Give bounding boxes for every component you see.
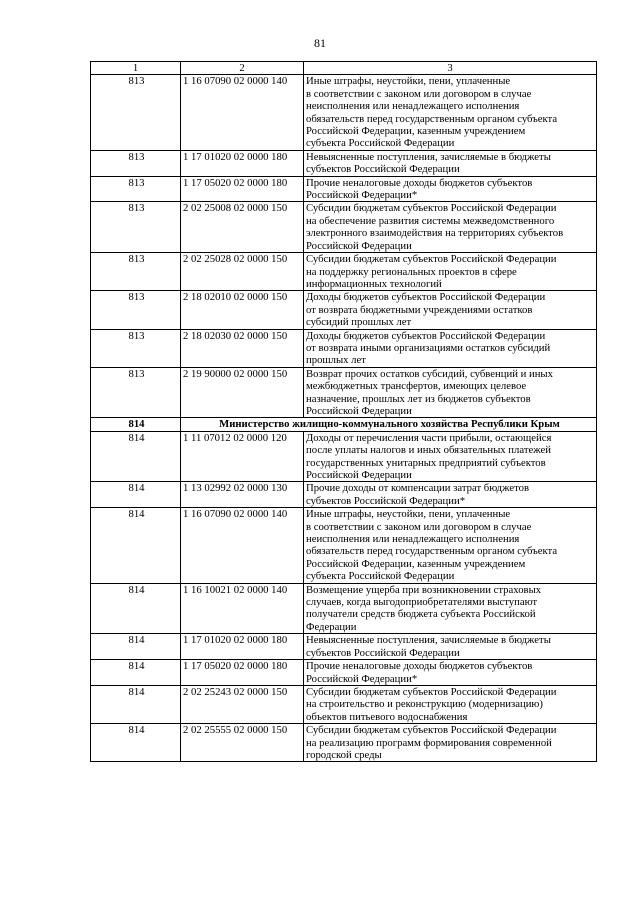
- description-line: Субсидии бюджетам субъектов Российской Федерации: [306, 685, 557, 698]
- table-row: [91, 150, 597, 176]
- description-line: Федерации: [306, 620, 357, 633]
- admin-code-cell: 814: [91, 482, 181, 508]
- revenue-code-cell: 1 16 10021 02 0000 140: [181, 583, 304, 634]
- ministry-heading-row: [91, 418, 597, 431]
- description-line: Российской Федерации: [306, 469, 412, 481]
- description-cell: [304, 508, 597, 583]
- admin-code-cell: 814: [91, 634, 181, 660]
- description-line: Субсидии бюджетам субъектов Российской Федерации: [306, 202, 557, 215]
- description-line: объектов питьевого водоснабжения: [306, 710, 468, 723]
- table-row: [91, 724, 597, 762]
- description-line: на реализацию программ формирования современной: [306, 736, 552, 749]
- description-line: в соответствии с законом или договором в случае: [306, 520, 532, 533]
- revenue-code-cell: 2 02 25555 02 0000 150: [181, 724, 304, 762]
- revenue-code-cell: 1 17 01020 02 0000 180: [181, 150, 304, 176]
- description-cell: [304, 150, 597, 176]
- description-line: обязательств перед государственным органом субъекта: [306, 112, 558, 125]
- description-line: неисполнения или ненадлежащего исполнения: [306, 533, 520, 546]
- description-cell: [304, 634, 597, 660]
- revenue-code-cell: 1 17 05020 02 0000 180: [181, 660, 304, 686]
- description-line: прошлых лет: [306, 354, 366, 367]
- description-line: Возмещение ущерба при возникновении страховых: [306, 583, 542, 596]
- description-line: Российской Федерации: [306, 404, 412, 417]
- admin-code-cell: 813: [91, 176, 181, 202]
- description-line: Иные штрафы, неустойки, пени, уплаченные: [306, 75, 511, 88]
- description-line: Прочие неналоговые доходы бюджетов субъектов: [306, 660, 533, 673]
- ministry-admin-code: 814: [91, 418, 181, 431]
- description-line: на строительство и реконструкцию (модернизацию): [306, 698, 543, 711]
- description-line: от возврата иными организациями остатков субсидий: [306, 341, 551, 354]
- description-line: Иные штрафы, неустойки, пени, уплаченные: [306, 508, 511, 521]
- revenue-code-cell: 1 16 07090 02 0000 140: [181, 508, 304, 583]
- description-line: субъекта Российской Федерации: [306, 137, 455, 150]
- table-row: [91, 202, 597, 253]
- description-line: государственных унитарных предприятий субъектов: [306, 456, 546, 469]
- header-col-1: 1: [91, 62, 181, 75]
- page-number: 81: [314, 36, 326, 50]
- admin-code-cell: 813: [91, 75, 181, 150]
- description-line: Российской Федерации, казенным учреждением: [306, 125, 526, 138]
- ministry-name: Министерство жилищно-коммунального хозяйства Республики Крым: [181, 418, 597, 431]
- description-line: субъектов Российской Федерации: [306, 646, 460, 659]
- table-header-row: [91, 62, 597, 75]
- description-cell: [304, 176, 597, 202]
- table-row: [91, 176, 597, 202]
- description-line: обязательств перед государственным органом субъекта: [306, 545, 558, 558]
- description-line: Российской Федерации*: [306, 672, 418, 685]
- admin-code-cell: 814: [91, 724, 181, 762]
- revenue-code-cell: 1 13 02992 02 0000 130: [181, 482, 304, 508]
- description-line: Российской Федерации*: [306, 189, 418, 202]
- description-cell: [304, 253, 597, 291]
- admin-code-cell: 814: [91, 583, 181, 634]
- description-line: электронного взаимодействия на территориях субъектов: [306, 227, 564, 240]
- description-cell: [304, 291, 597, 329]
- description-line: Прочие неналоговые доходы бюджетов субъектов: [306, 176, 533, 189]
- header-col-3: 3: [304, 62, 597, 75]
- description-line: Российской Федерации: [306, 239, 412, 252]
- description-line: межбюджетных трансфертов, имеющих целевое: [306, 380, 527, 393]
- table-row: [91, 291, 597, 329]
- revenue-code-cell: 1 17 05020 02 0000 180: [181, 176, 304, 202]
- description-line: субсидий прошлых лет: [306, 316, 412, 329]
- description-line: городской среды: [306, 748, 382, 761]
- description-line: от возврата бюджетными учреждениями остатков: [306, 303, 533, 316]
- description-cell: [304, 583, 597, 634]
- table-row: [91, 431, 597, 482]
- description-line: в соответствии с законом или договором в случае: [306, 87, 532, 100]
- description-line: Прочие доходы от компенсации затрат бюджетов: [306, 482, 530, 495]
- description-line: Доходы бюджетов субъектов Российской Федерации: [306, 329, 546, 342]
- table-row: [91, 660, 597, 686]
- revenue-code-table: [90, 61, 597, 762]
- revenue-code-cell: 1 11 07012 02 0000 120: [181, 431, 304, 482]
- admin-code-cell: 813: [91, 329, 181, 367]
- description-line: Невыясненные поступления, зачисляемые в бюджеты: [306, 634, 551, 647]
- description-line: Возврат прочих остатков субсидий, субвенций и иных: [306, 367, 553, 380]
- table-row: [91, 634, 597, 660]
- description-line: субъекта Российской Федерации: [306, 570, 455, 583]
- table-row: [91, 482, 597, 508]
- revenue-code-cell: 2 02 25028 02 0000 150: [181, 253, 304, 291]
- description-cell: [304, 202, 597, 253]
- admin-code-cell: 814: [91, 431, 181, 482]
- description-line: субъектов Российской Федерации*: [306, 494, 466, 507]
- description-line: получатели средств бюджета субъекта Российской: [306, 608, 536, 621]
- revenue-code-cell: 2 18 02010 02 0000 150: [181, 291, 304, 329]
- admin-code-cell: 813: [91, 150, 181, 176]
- table-row: [91, 508, 597, 583]
- description-line: Невыясненные поступления, зачисляемые в бюджеты: [306, 150, 551, 163]
- description-line: на поддержку региональных проектов в сфере: [306, 265, 517, 278]
- admin-code-cell: 814: [91, 508, 181, 583]
- description-line: Субсидии бюджетам субъектов Российской Федерации: [306, 253, 557, 266]
- description-cell: [304, 75, 597, 150]
- description-cell: [304, 482, 597, 508]
- description-cell: [304, 724, 597, 762]
- description-line: субъектов Российской Федерации: [306, 163, 460, 176]
- table-row: [91, 685, 597, 723]
- description-line: Доходы от перечисления части прибыли, остающейся: [306, 431, 552, 444]
- revenue-code-cell: 2 02 25243 02 0000 150: [181, 685, 304, 723]
- description-cell: [304, 431, 597, 482]
- description-cell: [304, 685, 597, 723]
- admin-code-cell: 814: [91, 685, 181, 723]
- table-row: [91, 329, 597, 367]
- table-row: [91, 253, 597, 291]
- header-col-2: 2: [181, 62, 304, 75]
- description-line: Российской Федерации, казенным учреждением: [306, 557, 526, 570]
- description-line: неисполнения или ненадлежащего исполнения: [306, 100, 520, 113]
- admin-code-cell: 813: [91, 291, 181, 329]
- admin-code-cell: 813: [91, 202, 181, 253]
- revenue-code-cell: 2 18 02030 02 0000 150: [181, 329, 304, 367]
- table-row: [91, 75, 597, 150]
- revenue-code-cell: 2 02 25008 02 0000 150: [181, 202, 304, 253]
- description-line: случаев, когда выгодоприобретателями выступают: [306, 596, 538, 609]
- revenue-code-cell: 1 16 07090 02 0000 140: [181, 75, 304, 150]
- revenue-code-cell: 2 19 90000 02 0000 150: [181, 367, 304, 418]
- description-cell: [304, 367, 597, 418]
- table-row: [91, 367, 597, 418]
- admin-code-cell: 813: [91, 253, 181, 291]
- description-line: Субсидии бюджетам субъектов Российской Федерации: [306, 724, 557, 737]
- revenue-code-cell: 1 17 01020 02 0000 180: [181, 634, 304, 660]
- description-cell: [304, 329, 597, 367]
- table-row: [91, 583, 597, 634]
- description-line: после уплаты налогов и иных обязательных платежей: [306, 444, 551, 457]
- description-cell: [304, 660, 597, 686]
- description-line: на обеспечение развития системы межведомственного: [306, 214, 555, 227]
- admin-code-cell: 813: [91, 367, 181, 418]
- description-line: назначение, прошлых лет из бюджетов субъектов: [306, 392, 531, 405]
- description-line: информационных технологий: [306, 277, 442, 290]
- admin-code-cell: 814: [91, 660, 181, 686]
- description-line: Доходы бюджетов субъектов Российской Федерации: [306, 291, 546, 304]
